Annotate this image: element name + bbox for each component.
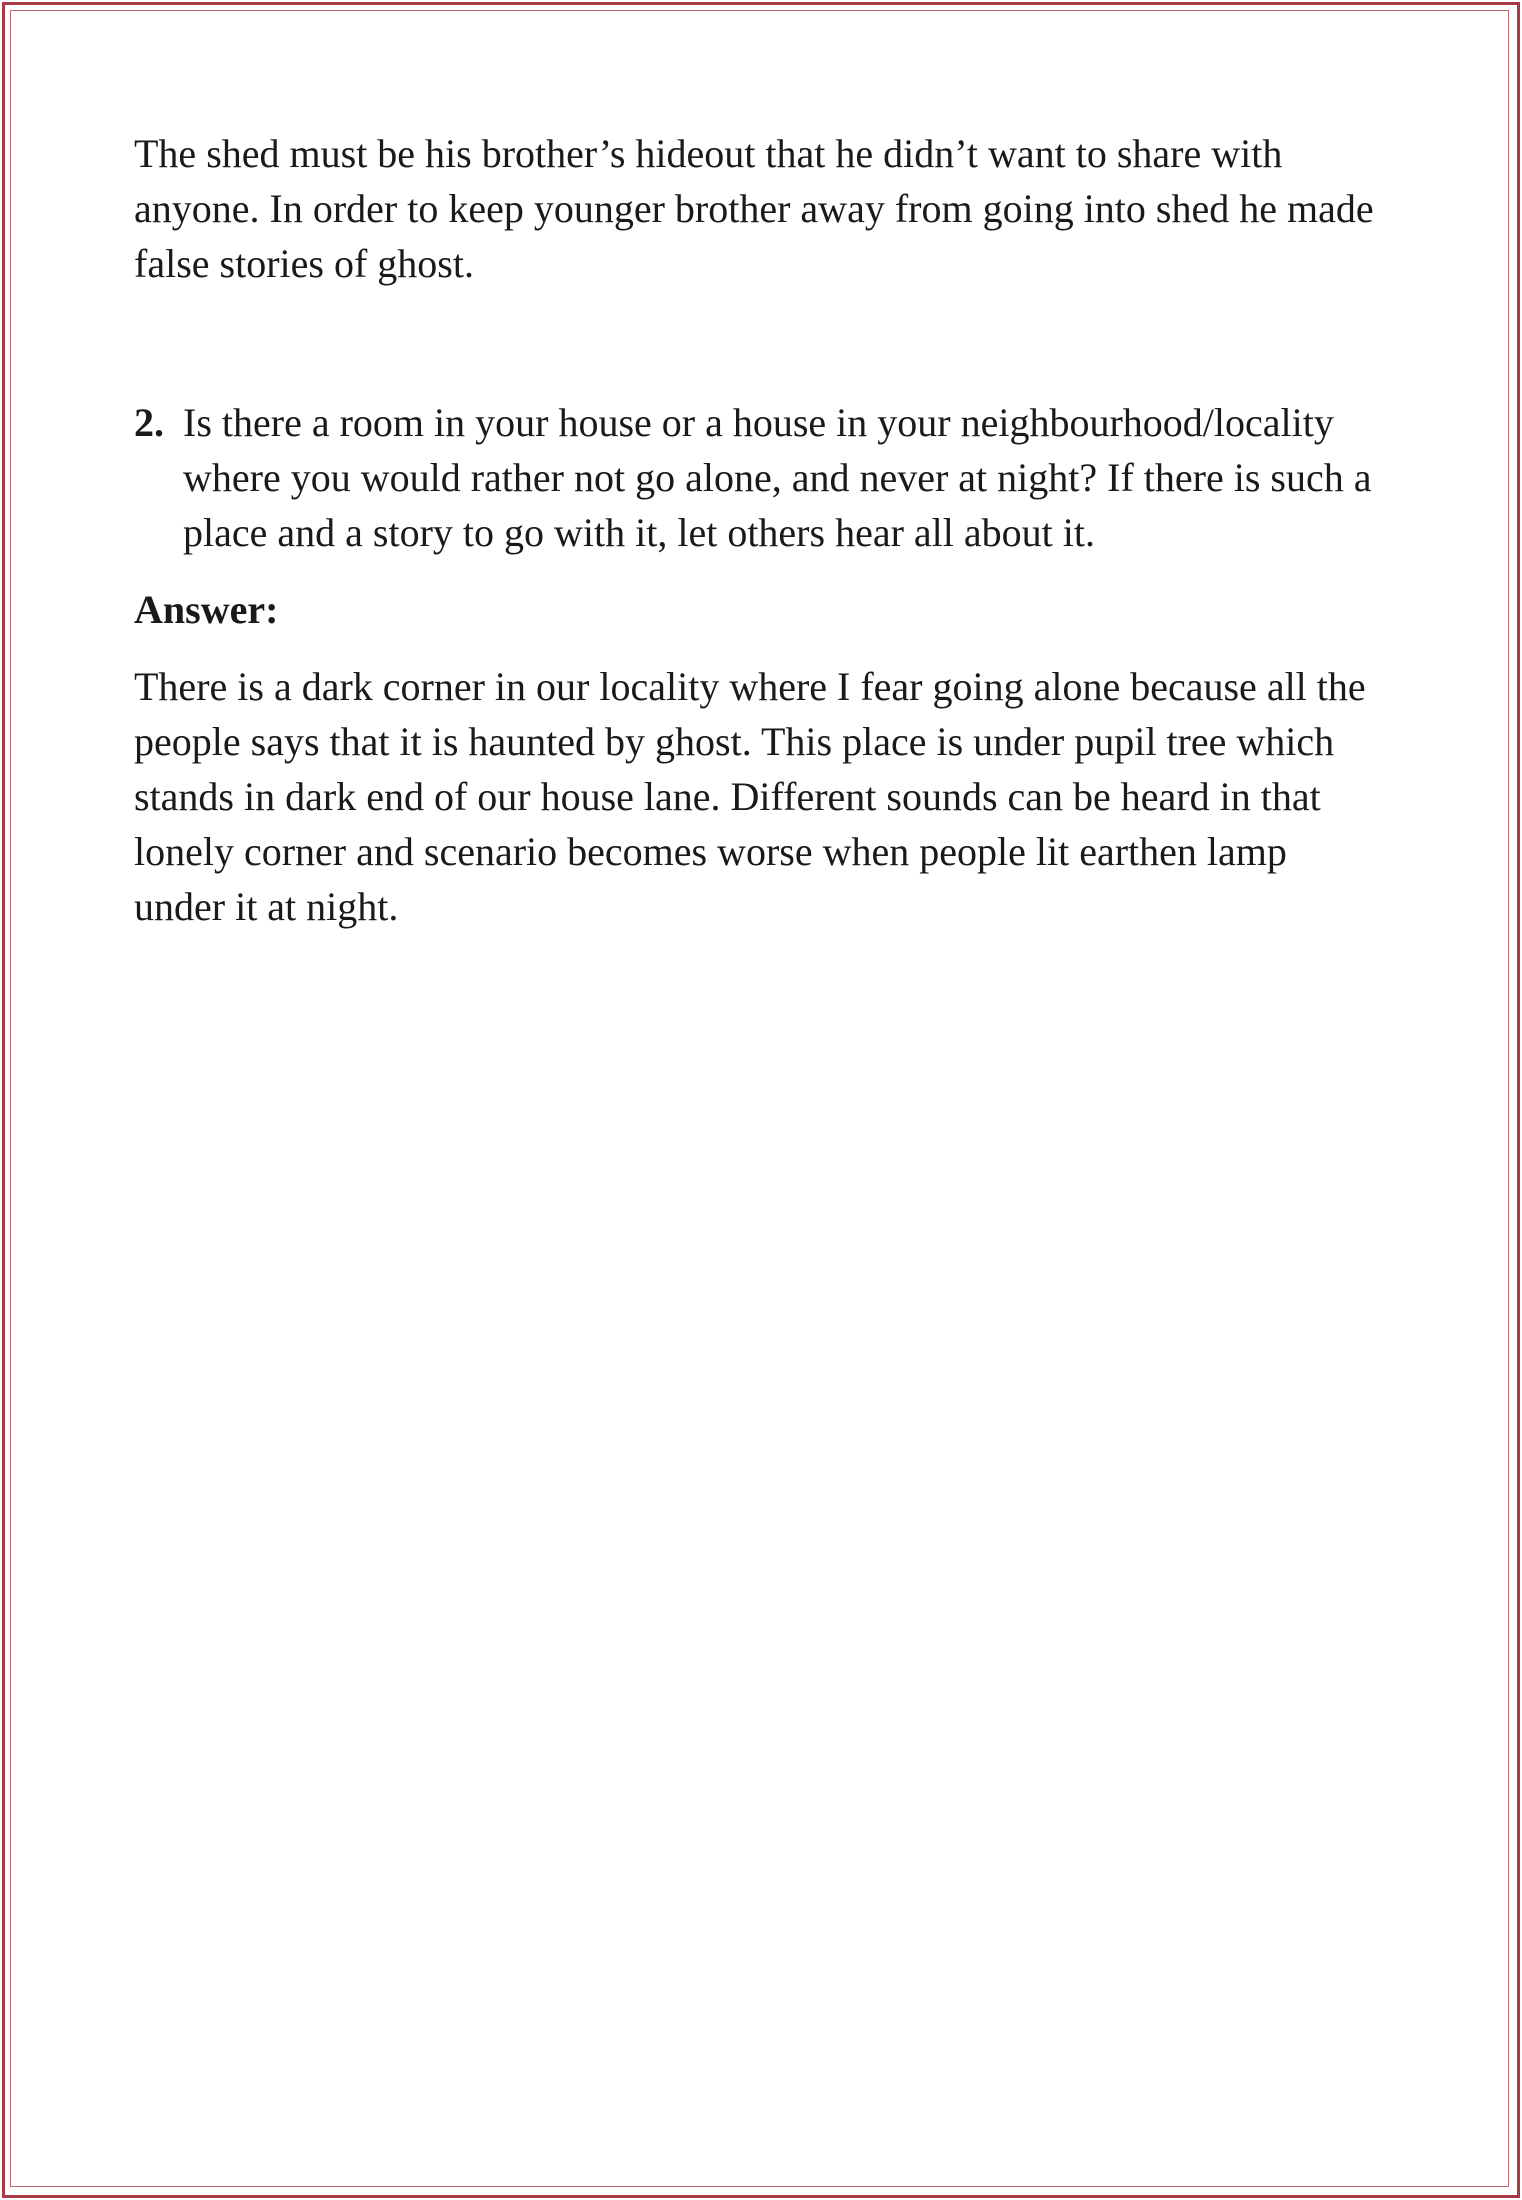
question-text: Is there a room in your house or a house in your neighbourhood/locality where you would rather not go alone, and never at night? If there is such a place and a story to go with it, let others hear all about it. bbox=[183, 400, 1372, 555]
intro-paragraph: The shed must be his brother’s hideout that he didn’t want to share with anyone. In order to keep younger brother away from going into shed he made false stories of ghost. bbox=[134, 131, 1374, 286]
answer-paragraph: There is a dark corner in our locality where I fear going alone because all the people says that it is haunted by ghost. This place is under pupil tree which stands in dark end of our house lane. Different sounds can be heard in that lonely corner and scenario becomes worse when people lit earthen lamp under it at night. bbox=[134, 664, 1366, 929]
page-content bbox=[134, 126, 1384, 934]
answer-label: Answer: bbox=[134, 587, 279, 632]
question-number: 2. bbox=[134, 400, 164, 445]
question-block bbox=[134, 395, 1384, 560]
